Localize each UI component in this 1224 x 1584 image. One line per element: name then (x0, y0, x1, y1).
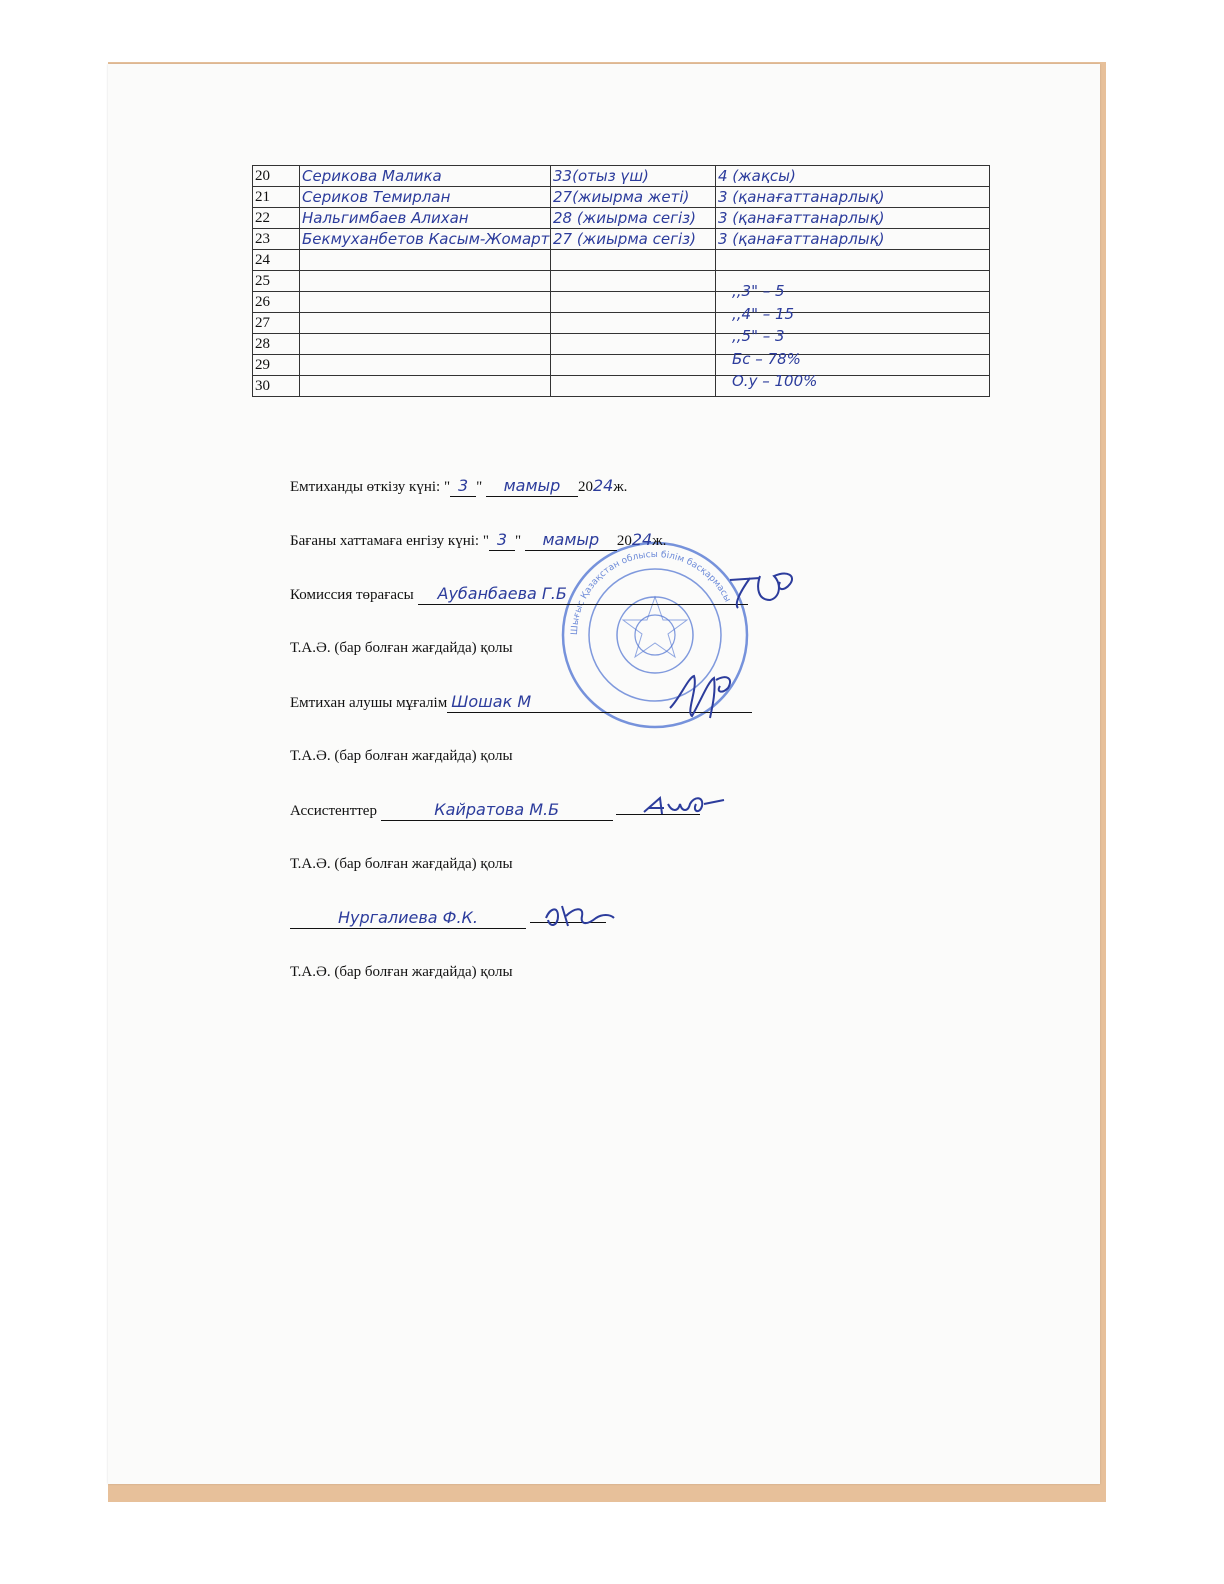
record-date-tail: ж. (652, 533, 667, 549)
grades-table (252, 165, 990, 397)
table-row (253, 313, 990, 334)
teacher-name: Шошак М (447, 692, 752, 713)
exam-date-tail: ж. (613, 479, 628, 495)
fio-note-4: Т.А.Ә. (бар болған жағдайда) қолы (290, 964, 513, 980)
chair-signature (720, 562, 810, 612)
student-score (551, 376, 716, 397)
assistant-2-signature (540, 898, 620, 934)
row-number: 22 (253, 208, 300, 229)
student-name: Серикова Малика (300, 166, 551, 187)
exam-date-year-suffix: 24 (592, 476, 614, 495)
student-grade (716, 250, 990, 271)
record-date-label: Бағаны хаттамаға енгізу күні: " (290, 533, 489, 549)
record-date-quote: " (514, 533, 522, 549)
record-date-day: 3 (489, 530, 515, 551)
row-number: 27 (253, 313, 300, 334)
exam-date-year-prefix: 20 (577, 479, 593, 495)
student-score (551, 250, 716, 271)
student-score: 28 (жиырма сегіз) (551, 208, 716, 229)
table-row (253, 208, 990, 229)
table-row (253, 166, 990, 187)
student-score: 27 (жиырма сегіз) (551, 229, 716, 250)
table-row (253, 271, 990, 292)
chair-name: Аубанбаева Г.Б (418, 584, 748, 605)
row-number: 21 (253, 187, 300, 208)
student-grade: 3 (қанағаттанарлық) (716, 229, 990, 250)
row-number: 29 (253, 355, 300, 376)
table-row (253, 187, 990, 208)
tally-item: ,,5" – 3 (732, 327, 785, 345)
tally-item: О.у – 100% (732, 372, 818, 390)
student-name (300, 313, 551, 334)
svg-text:Шығыс Қазақстан облысы білім б: Шығыс Қазақстан облысы білім басқармасы (569, 549, 733, 636)
student-score (551, 334, 716, 355)
exam-date-line (290, 476, 627, 497)
fio-note-1: Т.А.Ә. (бар болған жағдайда) қолы (290, 640, 513, 656)
student-name (300, 271, 551, 292)
table-row (253, 250, 990, 271)
teacher-label: Емтихан алушы мұғалім (290, 695, 448, 711)
chair-label: Комиссия төрағасы (290, 587, 414, 603)
row-number: 20 (253, 166, 300, 187)
record-date-line (290, 530, 666, 551)
student-name (300, 355, 551, 376)
row-number: 25 (253, 271, 300, 292)
student-name (300, 376, 551, 397)
student-grade: 3 (қанағаттанарлық) (716, 208, 990, 229)
assistants-label: Ассистенттер (290, 803, 377, 819)
exam-date-label: Емтиханды өткізу күні: " (290, 479, 451, 495)
table-row (253, 355, 990, 376)
student-name (300, 250, 551, 271)
student-name (300, 292, 551, 313)
student-score (551, 292, 716, 313)
table-row (253, 292, 990, 313)
row-number: 24 (253, 250, 300, 271)
student-grade: 3 (қанағаттанарлық) (716, 187, 990, 208)
row-number: 26 (253, 292, 300, 313)
record-date-month: мамыр (525, 530, 617, 551)
student-name: Нальгимбаев Алихан (300, 208, 551, 229)
grades-table-body (253, 166, 990, 397)
student-name (300, 334, 551, 355)
student-score: 27(жиырма жеті) (551, 187, 716, 208)
assistant-1-name: Кайратова М.Б (381, 800, 613, 821)
exam-date-day: 3 (450, 476, 476, 497)
exam-date-month: мамыр (486, 476, 578, 497)
teacher-signature (664, 668, 744, 724)
assistant-1-signature (638, 790, 730, 826)
chair-line (290, 584, 748, 605)
table-row (253, 376, 990, 397)
tally-item: ,,3" – 5 (732, 282, 785, 300)
tally-item: Бс – 78% (732, 349, 801, 368)
student-score (551, 271, 716, 292)
student-grade: 4 (жақсы) (716, 166, 990, 187)
student-score (551, 313, 716, 334)
student-name: Сериков Темирлан (300, 187, 551, 208)
table-row (253, 334, 990, 355)
assistant-2-name: Нургалиева Ф.К. (290, 908, 526, 929)
fio-note-3: Т.А.Ә. (бар болған жағдайда) қолы (290, 856, 513, 872)
student-score: 33(отыз үш) (551, 166, 716, 187)
fio-note-2: Т.А.Ә. (бар болған жағдайда) қолы (290, 748, 513, 764)
row-number: 23 (253, 229, 300, 250)
record-date-year-prefix: 20 (616, 533, 632, 549)
tally-item: ,,4" – 15 (732, 304, 795, 323)
student-score (551, 355, 716, 376)
row-number: 28 (253, 334, 300, 355)
record-date-year-suffix: 24 (631, 530, 653, 549)
table-row (253, 229, 990, 250)
student-name: Бекмуханбетов Касым-Жомарт (300, 229, 551, 250)
exam-date-quote: " (476, 479, 483, 495)
row-number: 30 (253, 376, 300, 397)
